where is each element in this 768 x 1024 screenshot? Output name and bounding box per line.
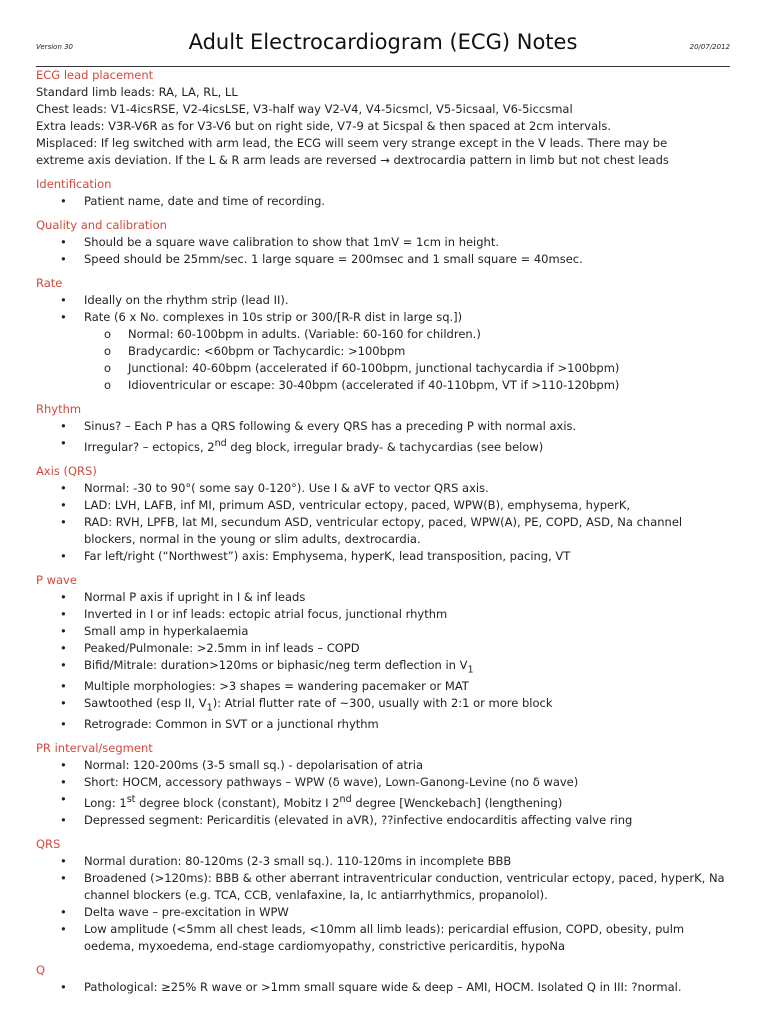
list-item: • LAD: LVH, LAFB, inf MI, primum ASD, ventricular ectopy, paced, WPW(B), emphysema, hyperK, [60,497,631,512]
text-line: Extra leads: V3R-V6R as for V3-V6 but on right side, V7-9 at 5icspal & then spaced at 2cm intervals. [36,119,611,133]
text-line: Chest leads: V1-4icsRSE, V2-4icsLSE, V3-half way V2-V4, V4-5icsmcl, V5-5icsaal, V6-5iccsmal [36,102,573,116]
list-item: • Ideally on the rhythm strip (lead II). [60,293,289,307]
list-item: • Should be a square wave calibration to show that 1mV = 1cm in height. [60,235,500,249]
list-item: • RAD: RVH, LPFB, lat MI, secundum ASD, ventricular ectopy, paced, WPW(A), PE, COPD, ASD, Na channel blockers, normal in the young or slim adults, dextrocardia. [60,514,683,546]
document-title: Adult Electrocardiogram (ECG) Notes [188,30,578,54]
list-item: • Irregular? – ectopics, 2nd deg block, irregular brady- & tachycardias (see below) [60,436,544,454]
bullet-icon: • [60,792,67,807]
bullet-icon: • [60,623,67,638]
bullet-list [36,853,736,955]
circle-bullet-icon: o [104,378,112,392]
section-heading-qrs: QRS [36,837,61,852]
bullet-list [36,234,736,268]
list-item: • Speed should be 25mm/sec. 1 large square = 200msec and 1 small square = 40msec. [60,252,583,266]
page-header [36,30,730,67]
list-item: • Patient name, date and time of recording. [60,194,326,208]
bullet-icon: • [60,717,67,732]
bullet-icon: • [60,194,67,208]
bullet-icon: • [60,252,67,266]
list-item: • Peaked/Pulmonale: >2.5mm in inf leads – COPD [60,640,360,655]
bullet-icon: • [60,497,67,512]
bullet-icon: • [60,813,67,828]
list-item: • Far left/right (“Northwest”) axis: Emphysema, hyperK, lead transposition, pacing, VT [60,548,571,563]
list-item: • Retrograde: Common in SVT or a junctional rhythm [60,717,379,732]
bullet-icon: • [60,293,67,307]
bullet-list [36,418,736,456]
bullet-list [36,480,736,565]
list-item: • Low amplitude (<5mm all chest leads, <10mm all limb leads): pericardial effusion, COPD, obesity, pulm oedema, myxoedema, end-stage cardiomyopathy, constrictive pericarditis, hypoNa [60,922,685,954]
list-item: • Normal duration: 80-120ms (2-3 small sq.). 110-120ms in incomplete BBB [60,854,512,869]
list-item: • Pathological: ≥25% R wave or >1mm small square wide & deep – AMI, HOCM. Isolated Q in III: ?normal. [60,980,682,995]
section-heading-rhythm: Rhythm [36,402,82,416]
sub-list-item: o Bradycardic: <60bpm or Tachycardic: >100bpm [104,344,406,358]
bullet-icon: • [60,679,67,694]
section-heading-q: Q [36,963,46,978]
bullet-list [36,292,736,394]
list-item: • Long: 1st degree block (constant), Mobitz I 2nd degree [Wenckebach] (lengthening) [60,792,563,811]
bullet-icon: • [60,696,67,711]
list-item: • Bifid/Mitrale: duration>120ms or biphasic/neg term deflection in $V_1$ [60,657,474,676]
bullet-icon: • [60,235,67,249]
section-heading-rate: Rate [36,276,63,290]
list-item: • Rate (6 x No. complexes in 10s strip or 300/[R-R dist in large sq.]) [60,310,463,324]
list-item: • Short: HOCM, accessory pathways – WPW (δ wave), Lown-Ganong-Levine (no δ wave) [60,775,579,790]
bullet-icon: • [60,640,67,655]
bullet-list [36,589,736,734]
circle-bullet-icon: o [104,327,112,341]
bullet-icon: • [60,854,67,869]
sub-list-item: o Idioventricular or escape: 30-40bpm (accelerated if 40-110bpm, VT if >110-120bpm) [104,378,620,392]
section-heading-quality: Quality and calibration [36,218,167,232]
bullet-icon: • [60,480,67,495]
bullet-icon: • [60,922,67,937]
document-date: 20/07/2012 [689,43,730,51]
text-line: Misplaced: If leg switched with arm lead, the ECG will seem very strange except in the V leads. There may be [36,136,668,150]
sub-list-item: o Normal: 60-100bpm in adults. (Variable: 60-160 for children.) [104,327,481,341]
list-item: • Small amp in hyperkalaemia [60,623,249,638]
text-line: Standard limb leads: RA, LA, RL, LL [36,85,238,99]
list-item: • Sinus? – Each P has a QRS following & every QRS has a preceding P with normal axis. [60,419,577,433]
list-item: • Broadened (>120ms): BBB & other aberrant intraventricular conduction, ventricular ectopy, paced, hyperK, Na channel blockers (e.g. TCA, CCB, venlafaxine, Ia, Ic antiarrhythmics, propanolol). [60,871,725,903]
sub-list-item: o Junctional: 40-60bpm (accelerated if 60-100bpm, junctional tachycardia if >100bpm) [104,361,620,375]
document-body [36,67,736,996]
bullet-icon: • [60,310,67,324]
list-item: • Sawtoothed (esp II, $V_1$): Atrial flutter rate of ~300, usually with 2:1 or more block [60,696,553,714]
list-item: • Inverted in I or inf leads: ectopic atrial focus, junctional rhythm [60,606,448,621]
bullet-icon: • [60,980,67,995]
bullet-icon: • [60,548,67,563]
bullet-icon: • [60,657,67,672]
section-heading-identification: Identification [36,177,112,191]
circle-bullet-icon: o [104,344,112,358]
list-item: • Normal: -30 to 90°( some say 0-120°). Use I & aVF to vector QRS axis. [60,480,489,495]
list-item: • Depressed segment: Pericarditis (elevated in aVR), ??infective endocarditis affecting valve ring [60,813,633,828]
section-heading-axis: Axis (QRS) [36,463,97,478]
bullet-icon: • [60,589,67,604]
bullet-icon: • [60,871,67,886]
text-line: extreme axis deviation. If the L & R arm leads are reversed → dextrocardia pattern in limb but not chest leads [36,153,669,167]
circle-bullet-icon: o [104,361,112,375]
bullet-list [36,193,736,210]
list-item: • Delta wave – pre-excitation in WPW [60,905,289,920]
bullet-icon: • [60,436,67,450]
bullet-list [36,757,736,829]
list-item: • Normal: 120-200ms (3-5 small sq.) - depolarisation of atria [60,758,424,773]
section-heading-p-wave: P wave [36,572,77,587]
list-item: • Multiple morphologies: >3 shapes = wandering pacemaker or MAT [60,679,469,694]
section-heading-pr-interval: PR interval/segment [36,741,153,756]
version-label: Version 30 [36,43,74,51]
bullet-icon: • [60,758,67,773]
section-heading-lead-placement: ECG lead placement [36,68,154,82]
list-item: • Normal P axis if upright in I & inf leads [60,589,306,604]
bullet-icon: • [60,606,67,621]
bullet-list [36,979,736,996]
bullet-icon: • [60,905,67,920]
bullet-icon: • [60,419,67,433]
bullet-icon: • [60,775,67,790]
bullet-icon: • [60,514,67,529]
